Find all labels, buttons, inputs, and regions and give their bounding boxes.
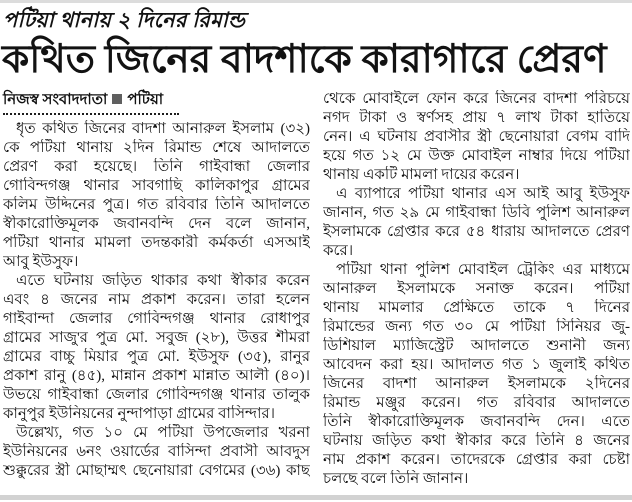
body-line: এ ব্যাপারে পটিয়া থানার এস আই আবু ইউসুফ [336, 186, 630, 202]
body-paragraph [3, 272, 310, 424]
body-line: জিনের বাদশা আনারুল ইসলামকে ২দিনের [323, 376, 630, 392]
kicker-headline: পটিয়া থানায় ২ দিনের রিমান্ড [3, 8, 246, 32]
body-paragraph [323, 185, 630, 261]
byline-separator-square-icon [112, 94, 122, 104]
body-line: ইউনিয়নের ৬নং ওয়ার্ডের বাসিন্দা প্রবাসী আবদুস [3, 444, 310, 460]
body-line: প্রেরণ করা হয়েছে। তিনি গাইবান্ধা জেলার [3, 159, 310, 175]
body-line: তিনি স্বীকারোক্তিমূলক জবানবন্দি দেন। এতে [323, 414, 630, 430]
body-line: জানান, গত ২৯ মে গাইবান্ধা ডিবি পুলিশ আনারুল [323, 205, 630, 221]
body-line: এতে ঘটনায় জড়িত থাকার কথা স্বীকার করেন [16, 273, 310, 289]
body-paragraph [3, 424, 310, 481]
body-line: থানায় মামলার প্রেক্ষিতে তাকে ৭ দিনের [323, 300, 630, 316]
body-line: রিমান্ডের জন্য গত ৩০ মে পটিয়া সিনিয়র জু- [323, 319, 630, 335]
body-line: কানুপুর ইউনিয়নের নুন্দাপাড়া গ্রামের বাসিন্দার। [3, 406, 276, 422]
byline [3, 90, 310, 110]
body-line: পটিয়া থানা পুলিশ মোবাইল ট্রেকিং এর মাধ্যমে [336, 262, 630, 278]
body-paragraph [323, 90, 630, 185]
body-line: আনারুল ইসলামকে সনাক্ত করেন। পটিয়া [323, 281, 630, 297]
body-line: কলিম উদ্দিনের পুত্র। গত রবিবার তিনি আদালতে [3, 197, 310, 213]
body-paragraph [3, 120, 310, 272]
article-columns [0, 84, 632, 489]
body-line: নগদ টাকা ও স্বর্ণসহ প্রায় ৭ লাখ টাকা হাতিয়ে [323, 110, 630, 126]
body-line: রিমান্ড মঞ্জুর করেন। গত রবিবার আদালতে [323, 395, 630, 411]
body-line: উভয়ে গাইবান্ধা জেলার গোবিন্দগঞ্জ থানার তালুক [3, 387, 310, 403]
body-line: নাম প্রকাশ করেন। তাদেরকে গ্রেপ্তার করা চেষ্টা [323, 452, 630, 468]
left-column [3, 90, 310, 489]
byline-reporter: নিজস্ব সংবাদদাতা [3, 92, 108, 108]
body-line: আবু ইউসুফ। [3, 254, 79, 270]
body-line: নেন। এ ঘটনায় প্রবাসীর স্ত্রী ছেনোয়ারা বেগম বাদি [323, 129, 630, 145]
body-line: এবং ৪ জনের নাম প্রকাশ করেন। তারা হলেন [3, 292, 310, 308]
body-line: করে। [323, 243, 354, 259]
body-line: গ্রামের সাজু'র পুত্র মো. সবুজ (২৮), উত্তর শীমরা [3, 330, 310, 346]
body-line: ডিশিয়াল ম্যাজিস্ট্রেট আদালতে শুনানী জন্য [323, 338, 630, 354]
body-line: হয়ে গত ১২ মে উক্ত মোবাইল নাম্বার দিয়ে পটিয়া [323, 148, 630, 164]
body-line: কে পটিয়া থানায় ২দিন রিমান্ড শেষে আদালতে [3, 140, 310, 156]
body-line: চলছে বলে তিনি জানান। [323, 471, 469, 487]
body-line: ইসলামকে গ্রেপ্তার করে ৫৪ ধারায় আদালতে প্রেরণ [323, 224, 630, 240]
body-line: ঘটনায় জড়িত কথা স্বীকার করে তিনি ৪ জনের [323, 433, 630, 449]
right-column-body [323, 90, 630, 489]
body-paragraph [323, 261, 630, 489]
scan-edge-top [0, 0, 632, 3]
byline-location: পটিয়া [127, 92, 164, 108]
scan-edge-bottom [0, 495, 632, 500]
left-column-body [3, 120, 310, 481]
body-line: আবেদন করা হয়। আদালত গত ১ জুলাই কথিত [323, 357, 630, 373]
main-headline: কথিত জিনের বাদশাকে কারাগারে প্রেরণ [2, 38, 607, 81]
body-line: স্বীকারোক্তিমূলক জবানবন্দি দেন বলে জানান, [3, 216, 310, 232]
body-line: প্রকাশ রানু (৪৫), মান্নান প্রকাশ মান্নাত আলী (৪০)। [3, 368, 310, 384]
body-line: উল্লেখ্য, গত ১০ মে পটিয়া উপজেলার খরনা [16, 425, 310, 441]
body-line: গোবিন্দগঞ্জ থানার সাবগাছি কালিকাপুর গ্রামের [3, 178, 310, 194]
body-line: ধৃত কথিত জিনের বাদশা আনারুল ইসলাম (৩২) [16, 121, 310, 137]
body-line: শুক্কুরের স্ত্রী মোছাম্মৎ ছেনোয়ারা বেগমের (৩৬) কাছ [3, 463, 310, 479]
body-line: থেকে মোবাইলে ফোন করে জিনের বাদশা পরিচয়ে [323, 91, 630, 107]
body-line: থানায় একটি মামলা দায়ের করেন। [323, 167, 520, 183]
body-line: পটিয়া থানার মামলা তদন্তকারী কর্মকর্তা এসআই [3, 235, 310, 251]
body-line: গ্রামের বাচ্চু মিয়ার পুত্র মো. ইউসুফ (৩৫), রানুর [3, 349, 310, 365]
body-line: গাইবান্দা জেলার গোবিন্দগঞ্জ থানার রোধাপুর [3, 311, 310, 327]
byline-dotted-rule [3, 111, 179, 115]
right-column [323, 90, 630, 489]
